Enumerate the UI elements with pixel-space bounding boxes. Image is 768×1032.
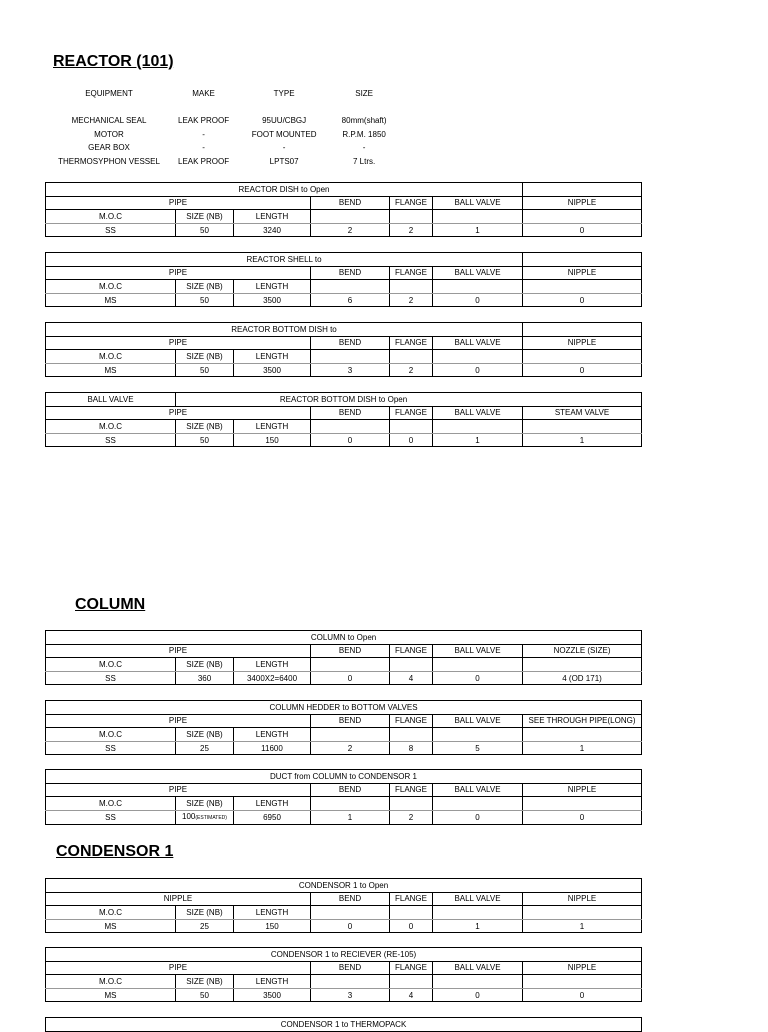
table-row: MS 25 150 0 0 1 1 [46, 919, 642, 933]
table-row: MS 50 3500 3 2 0 0 [46, 363, 642, 377]
pipe-table-column-hedder [45, 700, 642, 755]
table-header-row: PIPE BEND FLANGE BALL VALVE NIPPLE [46, 266, 642, 280]
table-caption: REACTOR BOTTOM DISH to Open [176, 393, 642, 407]
equipment-row: GEAR BOX - - - [88, 143, 366, 153]
table-header-row: PIPE BEND FLANGE BALL VALVE SEE THROUGH PIPE(LONG) [46, 714, 642, 728]
column-title: COLUMN [75, 596, 146, 613]
pipe-table-condensor-thermopack [45, 1017, 642, 1032]
pipe-table-duct-column-condensor [45, 769, 642, 825]
table-subheader-row: M.O.C SIZE (NB) LENGTH [46, 975, 642, 989]
pipe-table-reactor-dish [45, 182, 642, 237]
table-subheader-row: M.O.C SIZE (NB) LENGTH [46, 658, 642, 672]
table-caption: CONDENSOR 1 to Open [46, 879, 642, 893]
table-pre-label: BALL VALVE [46, 393, 176, 407]
table-row: MS 50 3500 3 4 0 0 [46, 988, 642, 1002]
table-header-row: PIPE BEND FLANGE BALL VALVE STEAM VALVE [46, 406, 642, 420]
pipe-table-reactor-shell [45, 252, 642, 307]
pipe-table-reactor-bottom-dish [45, 322, 642, 377]
table-row: SS 360 3400X2=6400 0 4 0 4 (OD 171) [46, 671, 642, 685]
table-subheader-row: M.O.C SIZE (NB) LENGTH [46, 350, 642, 364]
table-header-row: PIPE BEND FLANGE BALL VALVE NOZZLE (SIZE) [46, 644, 642, 658]
table-header-row: NIPPLE BEND FLANGE BALL VALVE NIPPLE [46, 892, 642, 906]
table-header-row: PIPE BEND FLANGE BALL VALVE NIPPLE [46, 336, 642, 350]
pipe-table-condensor-open [45, 878, 642, 933]
table-subheader-row: M.O.C SIZE (NB) LENGTH [46, 797, 642, 811]
table-subheader-row: M.O.C SIZE (NB) LENGTH [46, 906, 642, 920]
table-caption: CONDENSOR 1 to THERMOPACK [46, 1018, 642, 1032]
table-caption: COLUMN to Open [46, 631, 642, 645]
table-header-row: PIPE BEND FLANGE BALL VALVE NIPPLE [46, 961, 642, 975]
table-header-row: PIPE BEND FLANGE BALL VALVE NIPPLE [46, 196, 642, 210]
reactor-title: REACTOR (101) [53, 53, 174, 70]
estimated-note: (ESTIMATED) [195, 814, 227, 821]
table-row: SS 50 3240 2 2 1 0 [46, 223, 642, 237]
table-caption: REACTOR SHELL to [46, 253, 523, 267]
table-header-row: PIPE BEND FLANGE BALL VALVE NIPPLE [46, 783, 642, 797]
table-row: MS 50 3500 6 2 0 0 [46, 293, 642, 307]
equipment-row: MOTOR - FOOT MOUNTED R.P.M. 1850 [94, 129, 386, 139]
pipe-table-reactor-bottom-dish-open [45, 392, 642, 447]
table-subheader-row: M.O.C SIZE (NB) LENGTH [46, 280, 642, 294]
table-subheader-row: M.O.C SIZE (NB) LENGTH [46, 210, 642, 224]
equipment-row: THERMOSYPHON VESSEL LEAK PROOF LPTS07 7 Ltrs. [58, 156, 376, 166]
table-caption: CONDENSOR 1 to RECIEVER (RE-105) [46, 948, 642, 962]
equipment-header-row: EQUIPMENT MAKE TYPE SIZE [85, 89, 374, 98]
table-subheader-row: M.O.C SIZE (NB) LENGTH [46, 728, 642, 742]
table-caption: COLUMN HEDDER to BOTTOM VALVES [46, 701, 642, 715]
table-caption: REACTOR DISH to Open [46, 183, 523, 197]
table-row: SS 100(ESTIMATED) 6950 1 2 0 0 [46, 810, 642, 824]
pipe-table-column-open [45, 630, 642, 685]
equipment-row: MECHANICAL SEAL LEAK PROOF 95UU/CBGJ 80mm(shaft) [71, 116, 387, 126]
pipe-table-condensor-reciever [45, 947, 642, 1002]
equipment-table [40, 87, 389, 169]
table-row: SS 25 11600 2 8 5 1 [46, 741, 642, 755]
table-subheader-row: M.O.C SIZE (NB) LENGTH [46, 420, 642, 434]
table-caption: REACTOR BOTTOM DISH to [46, 323, 523, 337]
condensor1-title: CONDENSOR 1 [56, 843, 174, 860]
table-row: SS 50 150 0 0 1 1 [46, 433, 642, 447]
table-caption: DUCT from COLUMN to CONDENSOR 1 [46, 770, 642, 784]
